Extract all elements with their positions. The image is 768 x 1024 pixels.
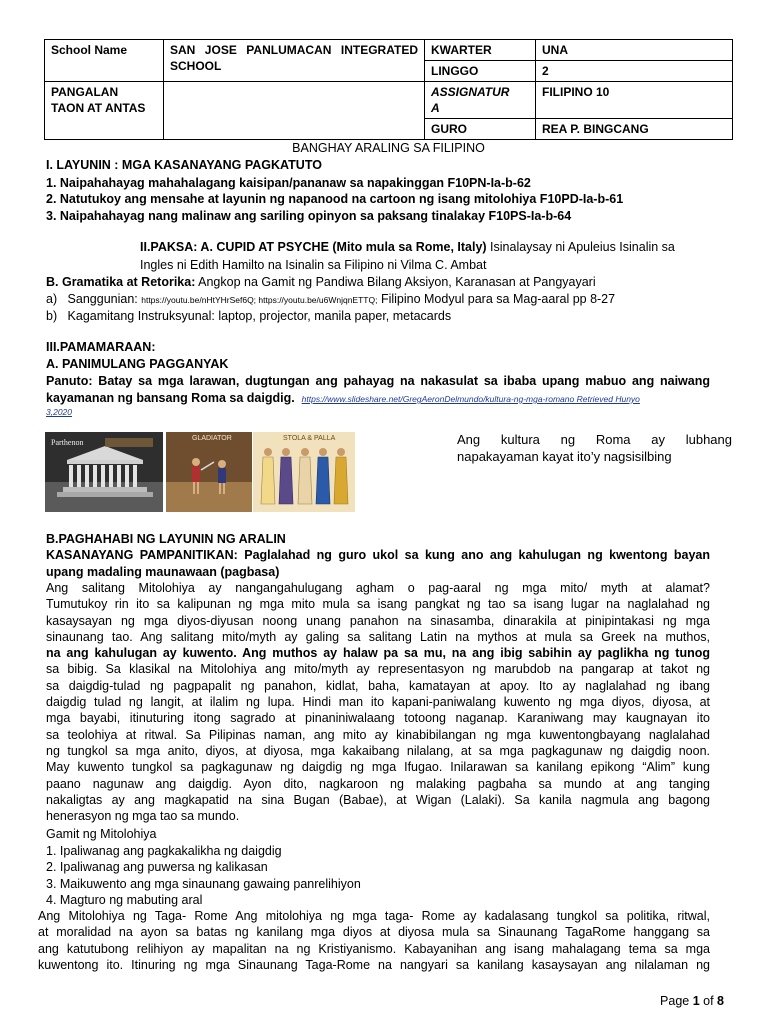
- header-table: [44, 39, 733, 140]
- guro-label: GURO: [425, 119, 536, 140]
- closing-paragraph: [38, 908, 710, 973]
- paghahabi-line2: upang madaling maunawaan (pagbasa): [46, 565, 280, 579]
- doc-title: BANGHAY ARALING SA FILIPINO: [292, 141, 485, 155]
- gramatika-text: Angkop na Gamit ng Pandiwa Bilang Aksiyon, Karanasan at Pangyayari: [195, 275, 596, 289]
- sanggunian-line: [46, 291, 710, 308]
- sanggunian-links[interactable]: https://youtu.be/nHtYHrSef6Q; https://youtu.be/u6WnjqnETTQ;: [141, 295, 378, 305]
- pagganyak-heading: A. PANIMULANG PAGGANYAK: [46, 357, 229, 371]
- gamit-heading: Gamit ng Mitolohiya: [46, 827, 157, 841]
- assignatura-value: FILIPINO 10: [536, 82, 733, 119]
- pamamaraan-heading: III.PAMAMARAAN:: [46, 340, 156, 354]
- layunin-item-1: 1. Naipahahayag mahahalagang kaisipan/pananaw sa napakinggan F10PN-Ia-b-62: [46, 176, 531, 190]
- gamit-item-4: 4. Magturo ng mabuting aral: [46, 893, 203, 907]
- kagamitan-line: [46, 308, 710, 324]
- body-line-4: sinaunang tao. Ang salitang mito/myth ay galing sa salitang Latin na mythos at mula sa Greek na muthos,: [46, 629, 710, 644]
- gladiator-caption: GLADIATOR: [192, 435, 232, 442]
- pangalan-value: [164, 82, 425, 140]
- pangalan-label: PANGALAN: [51, 85, 119, 99]
- closing-line-4: kuwentong ito. Itinuring ng mga Sinaunang Taga-Rome na nangyari sa kanilang kasaysayan ang nilalaman ng: [38, 957, 710, 972]
- body-line-7: sa daigdig-tulad ng pagpapalit ng panahon, kidlat, baha, kamatayan at apoy. Ito ay naglalahad ng ibang: [46, 678, 710, 693]
- body-line-14: nakaligtas ay ang magkapatid na sina Bugan (Babae), at Wigan (Lalaki). Sa kanila nagmula ang bagong: [46, 792, 710, 807]
- parthenon-image: [45, 432, 163, 512]
- paksa-line1: [140, 239, 724, 255]
- layunin-heading: I. LAYUNIN : MGA KASANAYANG PAGKATUTO: [46, 158, 322, 172]
- taon-label: TAON AT ANTAS: [51, 101, 146, 115]
- paghahabi-heading: B.PAGHAHABI NG LAYUNIN NG ARALIN: [46, 532, 286, 546]
- closing-line-1: Ang Mitolohiya ng Taga- Rome Ang mitolohiya ng mga taga- Rome ay kadalasang tungkol sa politika, ritwal,: [38, 909, 710, 923]
- kagamitan-text: Kagamitang Instruksyunal: laptop, projector, manila paper, metacards: [67, 309, 452, 323]
- gladiator-image: [166, 432, 252, 512]
- body-line-2: Tumutukoy rin ito sa kalipunan ng mga mito mula sa isang pangkat ng tao sa isang lugar na naglalahad ng: [46, 597, 710, 612]
- paghahabi-line1: KASANAYANG PAMPANITIKAN: Paglalahad ng guro ukol sa kung ano ang kahulugan ng kwentong bayan: [46, 548, 710, 562]
- kagamitan-marker: b): [46, 309, 58, 323]
- page-word: Page: [660, 994, 693, 1008]
- closing-line-2: at moralidad na ayon sa batas ng kanilang mga diyos at diyosa mula sa Sinaunang TagaRome hanggang sa: [38, 925, 710, 940]
- panuto-link[interactable]: https://www.slideshare.net/GregAeronDelmundo/kultura-ng-mga-romano Retrieved Hunyo: [301, 394, 640, 404]
- panuto-line2-text: kayamanan ng bansang Roma sa daigdig.: [46, 391, 295, 405]
- guro-value: REA P. BINGCANG: [536, 119, 733, 140]
- body-line-1: Ang salitang Mitolohiya ay nangangahulugang agham o pag-aaral ng mga mito/ myth at alamat?: [46, 581, 710, 595]
- layunin-item-3: 3. Naipahahayag nang malinaw ang sariling opinyon sa paksang tinalakay F10PS-Ia-b-64: [46, 209, 572, 223]
- body-line-12: May kuwento tungkol sa pagkagunaw ng daigdig ng mga Ifugao. Inilarawan sa kanilang epikong “Alim” kung: [46, 760, 710, 775]
- body-line-11: ng tungkol sa mga anito, diyos, at diyosa, mga kakaibang nilalang, at sa mga pagkagunaw ng daigdig noon.: [46, 743, 710, 758]
- school-name-line1: SAN JOSE PANLUMACAN INTEGRATED: [170, 43, 418, 57]
- school-name-label: School Name: [45, 40, 164, 82]
- body-line-5: na ang kahulugan ay kuwento. Ang muthos ay halaw pa sa mu, na ang ibig sabihin ay paglikha ng tunog: [46, 646, 710, 661]
- sanggunian-marker: a): [46, 292, 58, 306]
- layunin-item-2: 2. Natutukoy ang mensahe at layunin ng napanood na cartoon ng isang mitolohiya F10PD-Ia-b-61: [46, 192, 624, 206]
- of-word: of: [699, 994, 718, 1008]
- gamit-item-2: 2. Ipaliwanag ang puwersa ng kalikasan: [46, 860, 268, 874]
- closing-line-3: ang katutubong relihiyon ay mapalitan na ng Kristiyanismo. Kabayanihan ang isang mahalagang tema sa mga: [38, 941, 710, 956]
- stola-palla-image: [253, 432, 355, 512]
- body-line-8: daigdig tulad ng langit, at ilalim ng lupa. Hindi man ito kapani-paniwalang kuwento ng mga diyos, diyosa, at: [46, 695, 710, 710]
- gamit-item-1: 1. Ipaliwanag ang pagkakalikha ng daigdig: [46, 844, 282, 858]
- mitolohiya-paragraph: [46, 580, 710, 824]
- gramatika-bold: B. Gramatika at Retorika:: [46, 275, 196, 289]
- linggo-value: 2: [536, 61, 733, 82]
- assignatura-label-2: A: [431, 101, 440, 115]
- kwarter-value: UNA: [536, 40, 733, 61]
- body-line-6: sa bibig. Sa klasikal na Mitolohiya ang mito/myth ay representasyon ng marubdob na pangarap at takot ng: [46, 662, 710, 677]
- page-current: 1: [692, 994, 700, 1008]
- paksa-rest: Isinalaysay ni Apuleius Isinalin sa: [486, 240, 675, 254]
- panuto-link-cont: [46, 403, 710, 420]
- body-line-13: paano nagunaw ang daigdig. Ayon dito, nagkaroon ng malaking pagbaha sa mundo at ang tanging: [46, 776, 710, 791]
- kultura-line2: napakayaman kayat ito’y nagsisilbing: [457, 449, 672, 464]
- school-name-value: [164, 40, 425, 82]
- linggo-label: LINGGO: [425, 61, 536, 82]
- paksa-bold: II.PAKSA: A. CUPID AT PSYCHE (Mito mula sa Rome, Italy): [140, 240, 487, 254]
- sanggunian-label: Sanggunian:: [67, 292, 142, 306]
- sanggunian-rest: Filipino Modyul para sa Mag-aaral pp 8-27: [377, 292, 616, 306]
- page-total: 8: [717, 994, 724, 1008]
- page-number: [660, 994, 724, 1008]
- body-line-3: kasaysayan ng mga diyos-diyusan noong unang panahon na sinasamba, dinarakila at pinipintakasi ng mga: [46, 613, 710, 628]
- body-line-9: mga bayabi, itinuturing itong sagrado at pinaniniwalaang totoong naganap. Karaniwang may kaugnayan ito: [46, 711, 710, 726]
- kwarter-label: KWARTER: [425, 40, 536, 61]
- panuto-line1: Panuto: Batay sa mga larawan, dugtungan ang pahayag na nakasulat sa ibaba upang mabuo ang naiwang: [46, 374, 710, 388]
- pangalan-cell: [45, 82, 164, 140]
- assignatura-label-1: ASSIGNATUR: [431, 85, 510, 99]
- kultura-line1: Ang kultura ng Roma ay lubhang: [457, 432, 732, 447]
- assignatura-label: [425, 82, 536, 119]
- school-name-line2: SCHOOL: [170, 59, 222, 73]
- paksa-line2: Ingles ni Edith Hamilto na Isinalin sa Filipino ni Vilma C. Ambat: [140, 258, 487, 272]
- stola-palla-caption: STOLA & PALLA: [283, 435, 336, 442]
- gramatika-line: [46, 274, 710, 290]
- gamit-item-3: 3. Maikuwento ang mga sinaunang gawaing panrelihiyon: [46, 877, 361, 891]
- body-line-10: sa teolohiya at ritwal. Sa Pilipinas naman, ang mito ay kinabibilangan ng mga kuwentongbayang naglalahad: [46, 727, 710, 742]
- body-line-15: henerasyon ng mga tao sa mundo.: [46, 809, 240, 824]
- parthenon-caption: Parthenon: [51, 438, 84, 447]
- panuto-link2[interactable]: 3,2020: [46, 407, 72, 417]
